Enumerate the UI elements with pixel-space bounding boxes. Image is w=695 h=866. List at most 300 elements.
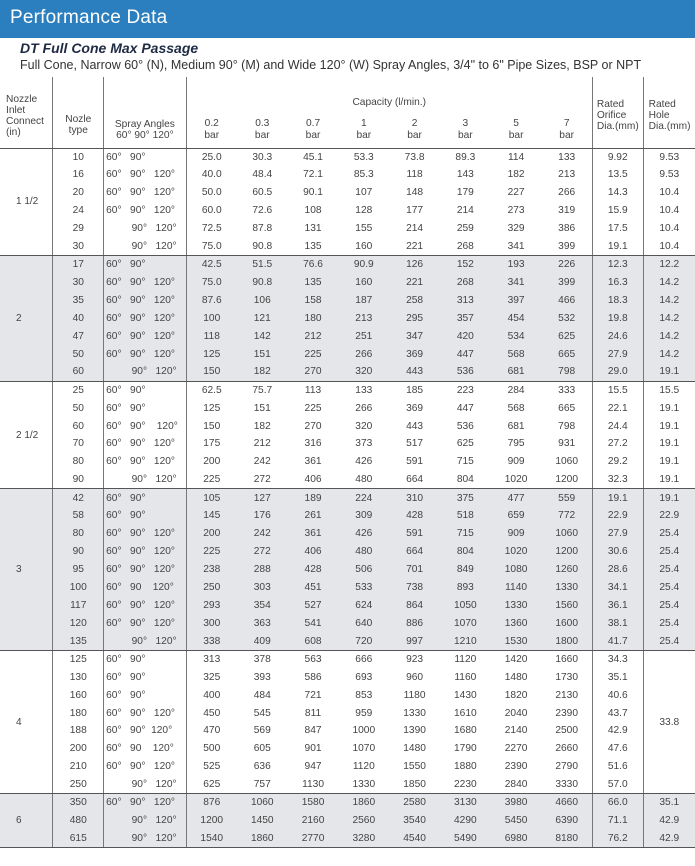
- capacity-cell: 1180: [403, 689, 426, 701]
- capacity-cell: 113: [304, 384, 322, 396]
- table-header: [0, 77, 695, 148]
- rated-orifice-cell: 15.9: [592, 202, 643, 220]
- capacity-cell: 397: [491, 292, 542, 310]
- table-row: [0, 202, 695, 220]
- capacity-cell: 1330: [403, 707, 426, 719]
- nozzle-type-cell: 135: [53, 632, 104, 650]
- capacity-cell: 40.0: [201, 169, 222, 181]
- capacity-cell: 369: [389, 345, 440, 363]
- rated-orifice-cell: 24.6: [592, 327, 643, 345]
- capacity-cell: 428: [389, 507, 440, 525]
- capacity-cell: 224: [338, 489, 389, 507]
- capacity-cell: 151: [253, 402, 271, 414]
- capacity-cell: 795: [507, 438, 525, 450]
- capacity-cell: 133: [355, 384, 373, 396]
- capacity-cell: 150: [186, 363, 237, 381]
- capacity-cell: 238: [186, 561, 237, 579]
- capacity-cell: 151: [237, 345, 288, 363]
- nozzle-type-cell: 10: [53, 148, 104, 166]
- capacity-cell: 1610: [454, 707, 477, 719]
- capacity-cell: 450: [203, 707, 221, 719]
- capacity-cell: 177: [406, 205, 424, 217]
- capacity-cell: 853: [355, 689, 373, 701]
- capacity-cell: 261: [288, 507, 339, 525]
- table-row: [0, 614, 695, 632]
- capacity-cell: 701: [389, 561, 440, 579]
- table-row: [0, 238, 695, 256]
- rated-hole-cell: 25.4: [643, 561, 695, 579]
- header-nozzle-type: Nozle type: [53, 77, 104, 148]
- capacity-cell: 443: [406, 420, 424, 432]
- nozzle-type-cell: 25: [53, 381, 104, 399]
- capacity-cell: 536: [440, 363, 491, 381]
- rated-hole-cell: 14.2: [643, 345, 695, 363]
- capacity-cell: 143: [456, 169, 474, 181]
- spray-angles-cell: 90° 120°: [104, 632, 186, 650]
- capacity-cell: 517: [406, 438, 424, 450]
- capacity-cell: 545: [253, 707, 271, 719]
- capacity-cell: 284: [507, 384, 525, 396]
- capacity-cell: 3540: [389, 812, 440, 830]
- spray-angles-cell: 60° 90°: [104, 668, 186, 686]
- capacity-cell: 25.0: [201, 151, 222, 163]
- rated-hole-cell: 19.1: [643, 471, 695, 489]
- rated-hole-cell: 33.8: [643, 650, 695, 794]
- capacity-cell: 270: [304, 420, 322, 432]
- spray-angles-cell: 60° 90° 120°: [104, 166, 186, 184]
- capacity-cell: 1130: [288, 776, 339, 794]
- spray-angles-cell: 60° 90° 120°: [104, 345, 186, 363]
- capacity-cell: 128: [355, 205, 373, 217]
- capacity-cell: 1560: [541, 596, 592, 614]
- capacity-cell: 107: [355, 187, 373, 199]
- capacity-cell: 135: [288, 274, 339, 292]
- capacity-cell: 909: [491, 525, 542, 543]
- capacity-cell: 2660: [541, 740, 592, 758]
- spray-angles-cell: 60° 90°: [104, 650, 186, 668]
- capacity-cell: 75.0: [186, 274, 237, 292]
- capacity-cell: 223: [456, 384, 474, 396]
- capacity-cell: 1020: [491, 471, 542, 489]
- capacity-cell: 1860: [338, 794, 389, 812]
- capacity-cell: 2790: [541, 758, 592, 776]
- header-pressure-1: 1 bar: [338, 112, 389, 148]
- capacity-cell: 175: [203, 438, 221, 450]
- table-row: [0, 543, 695, 561]
- capacity-cell: 212: [288, 327, 339, 345]
- capacity-cell: 114: [507, 151, 525, 163]
- capacity-cell: 30.3: [252, 151, 273, 163]
- capacity-cell: 316: [304, 438, 322, 450]
- capacity-cell: 227: [507, 187, 525, 199]
- spray-angles-cell: 60° 90° 120°: [104, 292, 186, 310]
- rated-orifice-cell: 13.5: [592, 166, 643, 184]
- capacity-cell: 259: [456, 223, 474, 235]
- rated-orifice-cell: 51.6: [592, 758, 643, 776]
- table-group-inlet-2-1-2: [0, 381, 695, 489]
- nozzle-type-cell: 100: [53, 579, 104, 597]
- rated-orifice-cell: 47.6: [592, 740, 643, 758]
- capacity-cell: 1200: [541, 471, 592, 489]
- capacity-cell: 272: [237, 543, 288, 561]
- capacity-cell: 527: [288, 596, 339, 614]
- capacity-cell: 106: [237, 292, 288, 310]
- performance-table: [0, 77, 695, 848]
- table-row: [0, 148, 695, 166]
- capacity-cell: 2390: [541, 704, 592, 722]
- nozzle-type-cell: 200: [53, 740, 104, 758]
- capacity-cell: 361: [304, 456, 322, 468]
- rated-orifice-cell: 24.4: [592, 417, 643, 435]
- capacity-cell: 200: [203, 456, 221, 468]
- capacity-cell: 242: [237, 525, 288, 543]
- capacity-cell: 1050: [440, 596, 491, 614]
- capacity-cell: 1360: [491, 614, 542, 632]
- rated-orifice-cell: 66.0: [592, 794, 643, 812]
- rated-hole-cell: 10.4: [643, 238, 695, 256]
- table-row: [0, 579, 695, 597]
- capacity-cell: 1550: [403, 761, 426, 773]
- spray-angles-cell: 60° 90°: [104, 381, 186, 399]
- capacity-cell: 591: [406, 456, 424, 468]
- capacity-cell: 270: [288, 363, 339, 381]
- rated-hole-cell: 25.4: [643, 543, 695, 561]
- capacity-cell: 1120: [454, 653, 477, 665]
- capacity-cell: 150: [203, 420, 221, 432]
- capacity-cell: 533: [338, 579, 389, 597]
- rated-hole-cell: 42.9: [643, 830, 695, 848]
- header-pressure-0.2: 0.2 bar: [186, 112, 237, 148]
- capacity-cell: 1390: [403, 725, 426, 737]
- capacity-cell: 90.1: [303, 187, 323, 199]
- capacity-cell: 225: [288, 345, 339, 363]
- rated-orifice-cell: 29.0: [592, 363, 643, 381]
- capacity-cell: 2230: [440, 776, 491, 794]
- capacity-cell: 313: [440, 292, 491, 310]
- capacity-cell: 142: [237, 327, 288, 345]
- capacity-cell: 273: [507, 205, 525, 217]
- capacity-cell: 864: [389, 596, 440, 614]
- table-row: [0, 471, 695, 489]
- capacity-cell: 45.1: [303, 151, 323, 163]
- capacity-cell: 426: [355, 456, 373, 468]
- capacity-cell: 90.8: [237, 274, 288, 292]
- capacity-cell: 1160: [454, 671, 477, 683]
- header-pressure-2: 2 bar: [389, 112, 440, 148]
- capacity-cell: 182: [253, 420, 271, 432]
- nozzle-type-cell: 70: [53, 435, 104, 453]
- capacity-cell: 118: [186, 327, 237, 345]
- capacity-cell: 1580: [288, 794, 339, 812]
- capacity-cell: 363: [237, 614, 288, 632]
- capacity-cell: 393: [253, 671, 271, 683]
- capacity-cell: 266: [338, 345, 389, 363]
- capacity-cell: 87.6: [186, 292, 237, 310]
- table-row: [0, 327, 695, 345]
- capacity-cell: 221: [389, 238, 440, 256]
- capacity-cell: 2040: [504, 707, 528, 719]
- table-row: [0, 668, 695, 686]
- table-row: [0, 256, 695, 274]
- nozzle-type-cell: 90: [53, 471, 104, 489]
- spray-angles-cell: 60° 90° 120°: [104, 722, 186, 740]
- capacity-cell: 320: [338, 363, 389, 381]
- capacity-cell: 1060: [541, 453, 592, 471]
- capacity-cell: 1000: [352, 725, 376, 737]
- capacity-cell: 451: [288, 579, 339, 597]
- table-row: [0, 309, 695, 327]
- capacity-cell: 931: [541, 435, 592, 453]
- spray-angles-cell: 90° 120°: [104, 776, 186, 794]
- capacity-cell: 625: [456, 438, 474, 450]
- capacity-cell: 90.9: [338, 256, 389, 274]
- capacity-cell: 225: [186, 471, 237, 489]
- header-pressure-0.3: 0.3 bar: [237, 112, 288, 148]
- rated-orifice-cell: 12.3: [592, 256, 643, 274]
- capacity-cell: 886: [389, 614, 440, 632]
- capacity-cell: 2270: [504, 743, 528, 755]
- capacity-cell: 75.0: [186, 238, 237, 256]
- capacity-cell: 1330: [338, 776, 389, 794]
- capacity-cell: 357: [440, 309, 491, 327]
- spray-angles-cell: 60° 90°: [104, 686, 186, 704]
- capacity-cell: 4660: [541, 794, 592, 812]
- rated-orifice-cell: 34.1: [592, 579, 643, 597]
- inlet-size-cell: 2: [0, 256, 53, 382]
- capacity-cell: 118: [406, 169, 423, 181]
- capacity-cell: 909: [507, 456, 525, 468]
- nozzle-type-cell: 160: [53, 686, 104, 704]
- capacity-cell: 293: [186, 596, 237, 614]
- capacity-cell: 268: [440, 238, 491, 256]
- rated-orifice-cell: 29.2: [592, 453, 643, 471]
- spray-angles-cell: 60° 90°: [104, 489, 186, 507]
- capacity-cell: 1450: [237, 812, 288, 830]
- capacity-cell: 125: [186, 345, 237, 363]
- capacity-cell: 185: [406, 384, 424, 396]
- rated-orifice-cell: 34.3: [592, 650, 643, 668]
- table-row: [0, 596, 695, 614]
- table-row: [0, 381, 695, 399]
- rated-orifice-cell: 27.9: [592, 345, 643, 363]
- capacity-cell: 591: [389, 525, 440, 543]
- capacity-cell: 258: [389, 292, 440, 310]
- capacity-cell: 266: [355, 402, 373, 414]
- spray-angles-cell: 60° 90° 120°: [104, 327, 186, 345]
- capacity-cell: 155: [355, 223, 373, 235]
- rated-hole-cell: 10.4: [659, 187, 680, 199]
- capacity-cell: 225: [186, 543, 237, 561]
- table-group-inlet-4: [0, 650, 695, 794]
- capacity-cell: 480: [338, 471, 389, 489]
- capacity-cell: 625: [186, 776, 237, 794]
- nozzle-type-cell: 24: [53, 202, 104, 220]
- capacity-cell: 60.0: [201, 205, 222, 217]
- inlet-size-cell: 6: [0, 794, 53, 848]
- nozzle-type-cell: 47: [53, 327, 104, 345]
- capacity-cell: 125: [203, 402, 221, 414]
- capacity-cell: 60.5: [252, 187, 273, 199]
- capacity-cell: 399: [541, 238, 592, 256]
- capacity-cell: 329: [507, 223, 525, 235]
- capacity-cell: 126: [389, 256, 440, 274]
- rated-hole-cell: 19.1: [659, 402, 680, 414]
- capacity-cell: 1850: [389, 776, 440, 794]
- capacity-cell: 200: [186, 525, 237, 543]
- capacity-cell: 214: [456, 205, 474, 217]
- rated-hole-cell: 19.1: [659, 456, 680, 468]
- capacity-cell: 5490: [440, 830, 491, 848]
- capacity-cell: 182: [237, 363, 288, 381]
- capacity-cell: 100: [186, 309, 237, 327]
- capacity-cell: 386: [541, 220, 592, 238]
- capacity-cell: 1330: [491, 596, 542, 614]
- capacity-cell: 666: [355, 653, 373, 665]
- capacity-cell: 373: [355, 438, 373, 450]
- rated-orifice-cell: 38.1: [592, 614, 643, 632]
- capacity-cell: 847: [304, 725, 322, 737]
- rated-hole-cell: 19.1: [659, 420, 680, 432]
- inlet-size-cell: 3: [0, 489, 53, 650]
- table-row: [0, 812, 695, 830]
- header-pressure-3: 3 bar: [440, 112, 491, 148]
- capacity-cell: 295: [389, 309, 440, 327]
- capacity-cell: 849: [440, 561, 491, 579]
- capacity-cell: 876: [186, 794, 237, 812]
- capacity-cell: 221: [389, 274, 440, 292]
- rated-orifice-cell: 30.6: [592, 543, 643, 561]
- capacity-cell: 454: [491, 309, 542, 327]
- table-row: [0, 830, 695, 848]
- spray-angles-cell: 60° 90° 120°: [104, 184, 186, 202]
- rated-orifice-cell: 9.92: [592, 148, 643, 166]
- capacity-cell: 426: [338, 525, 389, 543]
- capacity-cell: 447: [456, 402, 474, 414]
- rated-orifice-cell: 71.1: [592, 812, 643, 830]
- table-row: [0, 561, 695, 579]
- capacity-cell: 1200: [541, 543, 592, 561]
- nozzle-type-cell: 210: [53, 758, 104, 776]
- capacity-cell: 1820: [504, 689, 528, 701]
- spray-angles-cell: 90° 120°: [104, 830, 186, 848]
- capacity-cell: 53.3: [353, 151, 374, 163]
- capacity-cell: 997: [389, 632, 440, 650]
- rated-hole-cell: 25.4: [643, 632, 695, 650]
- rated-hole-cell: 19.1: [659, 438, 680, 450]
- capacity-cell: 214: [406, 223, 424, 235]
- rated-hole-cell: 12.2: [643, 256, 695, 274]
- capacity-cell: 313: [203, 653, 221, 665]
- capacity-cell: 681: [507, 420, 525, 432]
- capacity-cell: 1540: [186, 830, 237, 848]
- capacity-cell: 1080: [491, 561, 542, 579]
- rated-hole-cell: 25.4: [643, 579, 695, 597]
- capacity-cell: 2130: [541, 686, 592, 704]
- capacity-cell: 3130: [440, 794, 491, 812]
- capacity-cell: 893: [440, 579, 491, 597]
- capacity-cell: 325: [203, 671, 221, 683]
- capacity-cell: 354: [237, 596, 288, 614]
- rated-orifice-cell: 41.7: [592, 632, 643, 650]
- rated-orifice-cell: 32.3: [592, 471, 643, 489]
- table-row: [0, 417, 695, 435]
- capacity-cell: 1880: [454, 761, 477, 773]
- rated-hole-cell: 10.4: [659, 223, 680, 235]
- capacity-cell: 1120: [352, 761, 375, 773]
- spray-angles-cell: 60° 90°: [104, 507, 186, 525]
- capacity-cell: 193: [491, 256, 542, 274]
- rated-orifice-cell: 17.5: [592, 220, 643, 238]
- spray-angles-cell: 90° 120°: [104, 812, 186, 830]
- capacity-cell: 341: [491, 274, 542, 292]
- table-row: [0, 345, 695, 363]
- nozzle-type-cell: 615: [53, 830, 104, 848]
- capacity-cell: 121: [237, 309, 288, 327]
- header-spray-angles: Spray Angles 60° 90° 120°: [104, 77, 186, 148]
- capacity-cell: 811: [304, 707, 322, 719]
- capacity-cell: 665: [541, 345, 592, 363]
- table-row: [0, 740, 695, 758]
- table-row: [0, 507, 695, 525]
- capacity-cell: 959: [355, 707, 373, 719]
- capacity-cell: 477: [491, 489, 542, 507]
- header-nozzle-inlet: Nozzle Inlet Connect (in): [0, 77, 53, 148]
- rated-hole-cell: 14.2: [643, 274, 695, 292]
- capacity-cell: 108: [304, 205, 322, 217]
- nozzle-type-cell: 60: [53, 417, 104, 435]
- rated-hole-cell: 9.53: [659, 169, 680, 181]
- capacity-cell: 804: [440, 543, 491, 561]
- capacity-cell: 400: [203, 689, 221, 701]
- nozzle-type-cell: 29: [53, 220, 104, 238]
- capacity-cell: 182: [507, 169, 525, 181]
- capacity-cell: 664: [389, 471, 440, 489]
- rated-hole-cell: 10.4: [659, 205, 680, 217]
- rated-orifice-cell: 18.3: [592, 292, 643, 310]
- capacity-cell: 1260: [541, 561, 592, 579]
- spray-angles-cell: 60° 90° 120°: [104, 525, 186, 543]
- capacity-cell: 420: [440, 327, 491, 345]
- inlet-size-cell: 1 1/2: [0, 148, 53, 256]
- table-group-inlet-6: [0, 794, 695, 848]
- capacity-cell: 333: [541, 381, 592, 399]
- capacity-cell: 1200: [186, 812, 237, 830]
- capacity-cell: 2580: [389, 794, 440, 812]
- capacity-cell: 532: [541, 309, 592, 327]
- rated-orifice-cell: 42.9: [592, 722, 643, 740]
- rated-orifice-cell: 19.8: [592, 309, 643, 327]
- nozzle-type-cell: 180: [53, 704, 104, 722]
- nozzle-type-cell: 250: [53, 776, 104, 794]
- capacity-cell: 303: [237, 579, 288, 597]
- capacity-cell: 681: [491, 363, 542, 381]
- capacity-cell: 409: [237, 632, 288, 650]
- rated-hole-cell: 9.53: [659, 151, 680, 163]
- capacity-cell: 6390: [541, 812, 592, 830]
- spray-angles-cell: 60° 90°: [104, 148, 186, 166]
- spray-angles-cell: 60° 90° 120°: [104, 435, 186, 453]
- capacity-cell: 320: [355, 420, 373, 432]
- capacity-cell: 212: [253, 438, 271, 450]
- capacity-cell: 145: [186, 507, 237, 525]
- capacity-cell: 135: [288, 238, 339, 256]
- nozzle-type-cell: 350: [53, 794, 104, 812]
- spray-angles-cell: 60° 90° 120°: [104, 596, 186, 614]
- capacity-cell: 309: [338, 507, 389, 525]
- capacity-cell: 484: [253, 689, 271, 701]
- header-rated-orifice: Rated Orifice Dia.(mm): [592, 77, 643, 148]
- capacity-cell: 608: [288, 632, 339, 650]
